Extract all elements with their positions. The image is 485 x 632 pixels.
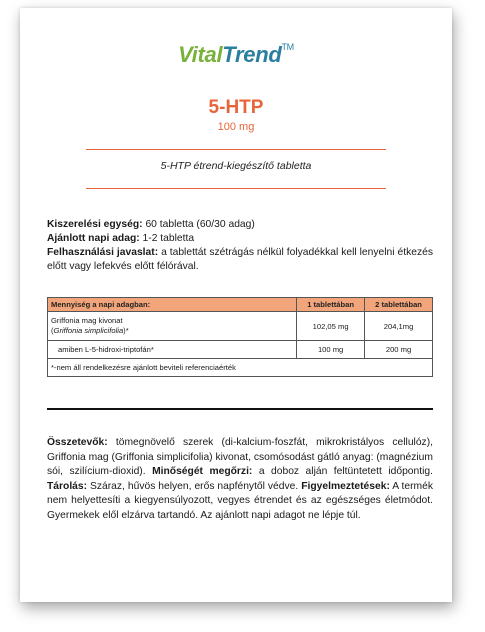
warning-text: A termék nem helyettesíti a kiegyensúlyozott, vegyes étrendet és az egészséges életmódot. Gyermekek elől elzárva tartandó. Az ajánlott napi adagot ne lépje túl. xyxy=(47,480,434,521)
package-value: 60 tabletta (60/30 adag) xyxy=(142,219,255,230)
product-subtitle: 5-HTP étrend-kiegészítő tabletta xyxy=(160,160,312,172)
ingredients-block xyxy=(47,436,433,523)
table-footnote: *-nem áll rendelkezésre ajánlott beviteli referenciaérték xyxy=(48,359,433,377)
table-header-one-tablet: 1 tablettában xyxy=(297,298,365,312)
table-footnote-row xyxy=(48,359,433,377)
brand-logo xyxy=(20,42,452,68)
ingredient-latin-close: )* xyxy=(123,326,129,335)
usage-line xyxy=(47,246,433,274)
dose-line xyxy=(47,232,433,246)
table-cell-two-tablets: 204,1mg xyxy=(365,312,433,341)
usage-label: Felhasználási javaslat: xyxy=(47,247,159,258)
ingredient-latin: Griffonia simplicifolia xyxy=(53,326,124,335)
divider-top xyxy=(86,149,386,150)
product-title: 5-HTP xyxy=(208,97,264,118)
table-row xyxy=(48,312,433,341)
trademark-mark: TM xyxy=(281,42,294,52)
ingredient-name: Griffonia mag kivonat xyxy=(51,316,123,325)
subingredient-name: amiben L-5-hidroxi-triptofán* xyxy=(58,345,154,354)
section-divider xyxy=(47,408,433,410)
product-label xyxy=(20,8,452,602)
ingredients-label: Összetevők: xyxy=(47,437,108,448)
best-before-text: a doboz alján feltüntetett időpontig. xyxy=(252,466,433,477)
table-cell-one-tablet: 100 mg xyxy=(297,341,365,359)
product-dose: 100 mg xyxy=(217,121,255,133)
table-header-row xyxy=(48,298,433,312)
brand-name-part2: Trend xyxy=(222,42,282,67)
table-cell-one-tablet: 102,05 mg xyxy=(297,312,365,341)
table-cell-ingredient xyxy=(48,312,297,341)
ingredients-text: tömegnövelő szerek (di-kalcium-foszfát, mikrokristályos cellulóz), Griffonia mag (Griffonia simplicifolia) kivonat, csomósodást gátló anyag: (magnézium sói, szilícium-dioxid). xyxy=(47,437,433,477)
package-label: Kiszerelési egység: xyxy=(47,219,143,230)
table-header-two-tablets: 2 tablettában xyxy=(365,298,433,312)
table-cell-two-tablets: 200 mg xyxy=(365,341,433,359)
dose-label: Ajánlott napi adag: xyxy=(47,233,140,244)
storage-label: Tárolás: xyxy=(47,480,88,492)
best-before-label: Minőségét megőrzi: xyxy=(152,466,253,477)
product-info xyxy=(47,218,433,274)
divider-bottom xyxy=(86,188,386,189)
usage-value: a tablettát szétrágás nélkül folyadékkal kell lenyelni étkezés előtt vagy lefekvés előtt félórával. xyxy=(47,247,433,272)
table-cell-ingredient xyxy=(48,341,297,359)
table-row xyxy=(48,341,433,359)
ingredient-latin-open: ( xyxy=(51,326,54,335)
storage-text: Száraz, hűvös helyen, erős napfénytől védve. xyxy=(87,480,302,492)
table-header-amount: Mennyiség a napi adagban: xyxy=(48,298,297,312)
brand-name-part1: Vital xyxy=(178,42,223,67)
package-line xyxy=(47,218,433,232)
dose-value: 1-2 tabletta xyxy=(139,233,195,244)
nutrition-table xyxy=(47,297,433,377)
warning-label: Figyelmeztetések: xyxy=(301,480,390,492)
